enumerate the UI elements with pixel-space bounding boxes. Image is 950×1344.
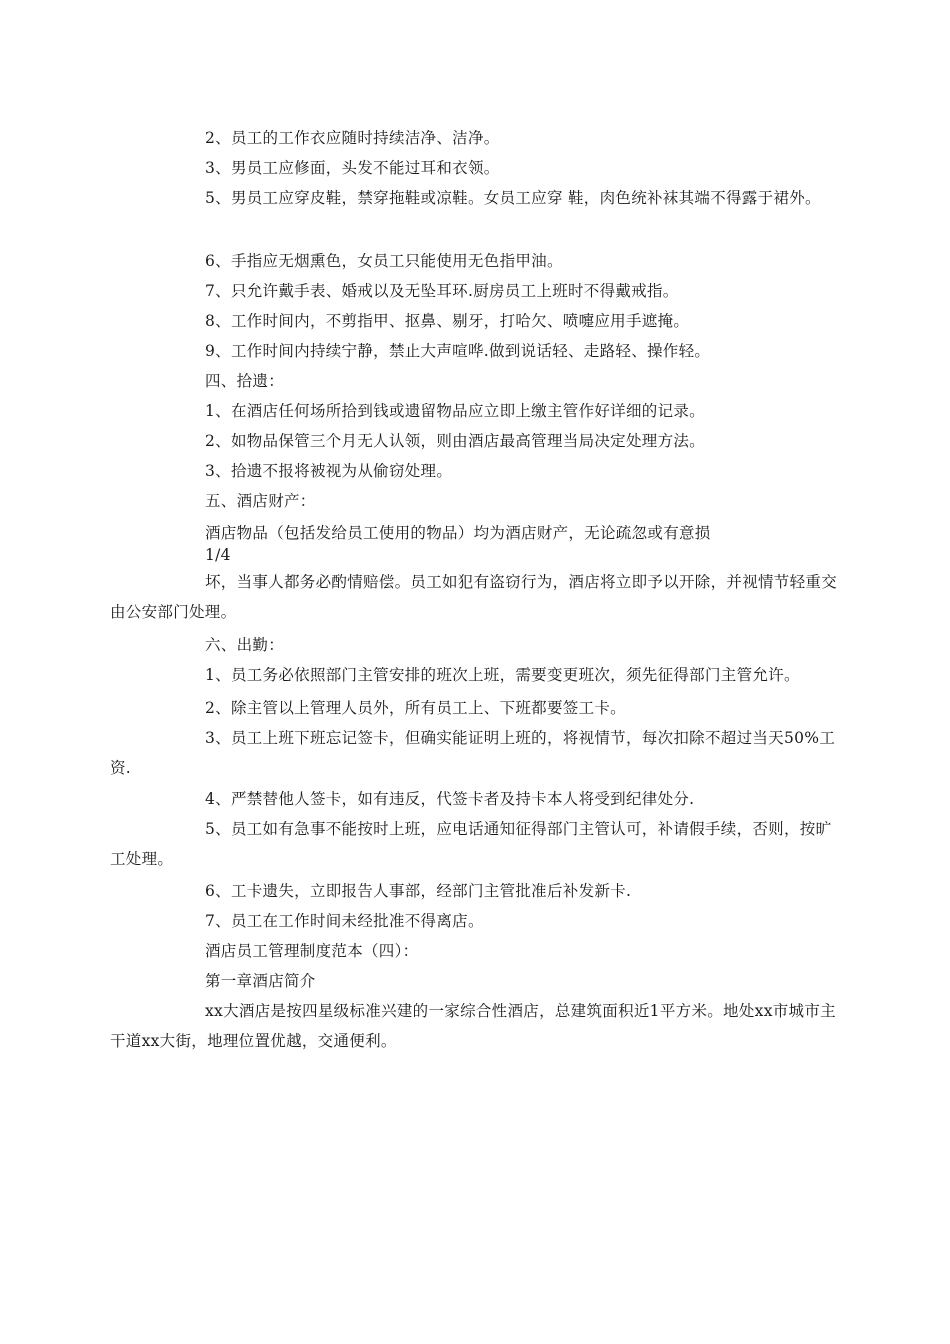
paragraph: 6、工卡遗失，立即报告人事部，经部门主管批准后补发新卡. — [205, 882, 632, 900]
paragraph: 坏，当事人都务必酌情赔偿。员工如犯有盗窃行为，酒店将立即予以开除，并视情节轻重交由公安部门处理。 — [110, 573, 838, 621]
paragraph: 6、手指应无烟熏色，女员工只能使用无色指甲油。 — [205, 252, 563, 270]
page-number: 1/4 — [205, 546, 231, 564]
section-heading: 六、出勤： — [205, 636, 285, 654]
paragraph: 8、工作时间内，不剪指甲、抠鼻、剔牙，打哈欠、喷嚏应用手遮掩。 — [205, 312, 690, 330]
paragraph: 1、在酒店任何场所拾到钱或遗留物品应立即上缴主管作好详细的记录。 — [205, 402, 705, 420]
paragraph: 2、员工的工作衣应随时持续洁净、洁净。 — [205, 129, 500, 147]
paragraph: 5、男员工应穿皮鞋，禁穿拖鞋或凉鞋。女员工应穿 鞋，肉色统补袜其端不得露于裙外。 — [205, 189, 821, 207]
paragraph: 酒店物品（包括发给员工使用的物品）均为酒店财产，无论疏忽或有意损 — [205, 524, 711, 542]
paragraph: 7、只允许戴手表、婚戒以及无坠耳环.厨房员工上班时不得戴戒指。 — [205, 282, 679, 300]
paragraph: 3、男员工应修面，头发不能过耳和衣领。 — [205, 159, 500, 177]
section-heading: 五、酒店财产： — [205, 492, 316, 510]
paragraph: xx大酒店是按四星级标准兴建的一家综合性酒店，总建筑面积近1平方米。地处xx市城市主干道xx大街，地理位置优越，交通便利。 — [110, 1002, 836, 1050]
section-heading: 四、拾遗： — [205, 372, 285, 390]
paragraph: 2、如物品保管三个月无人认领，则由酒店最高管理当局决定处理方法。 — [205, 432, 705, 450]
paragraph: 5、员工如有急事不能按时上班，应电话通知征得部门主管认可，补请假手续，否则，按旷工处理。 — [110, 820, 832, 868]
paragraph: 1、员工务必依照部门主管安排的班次上班，需要变更班次，须先征得部门主管允许。 — [205, 666, 800, 684]
paragraph: 7、员工在工作时间未经批准不得离店。 — [205, 912, 484, 930]
paragraph: 3、拾遗不报将被视为从偷窃处理。 — [205, 462, 453, 480]
paragraph: 2、除主管以上管理人员外，所有员工上、下班都要签工卡。 — [205, 699, 626, 717]
paragraph: 9、工作时间内持续宁静，禁止大声喧哗.做到说话轻、走路轻、操作轻。 — [205, 342, 711, 360]
section-heading: 酒店员工管理制度范本（四）： — [205, 942, 419, 960]
chapter-heading: 第一章酒店简介 — [205, 972, 316, 990]
paragraph: 4、严禁替他人签卡，如有违反，代签卡者及持卡本人将受到纪律处分. — [205, 790, 695, 808]
paragraph: 3、员工上班下班忘记签卡，但确实能证明上班的，将视情节，每次扣除不超过当天50%工资. — [110, 729, 836, 777]
